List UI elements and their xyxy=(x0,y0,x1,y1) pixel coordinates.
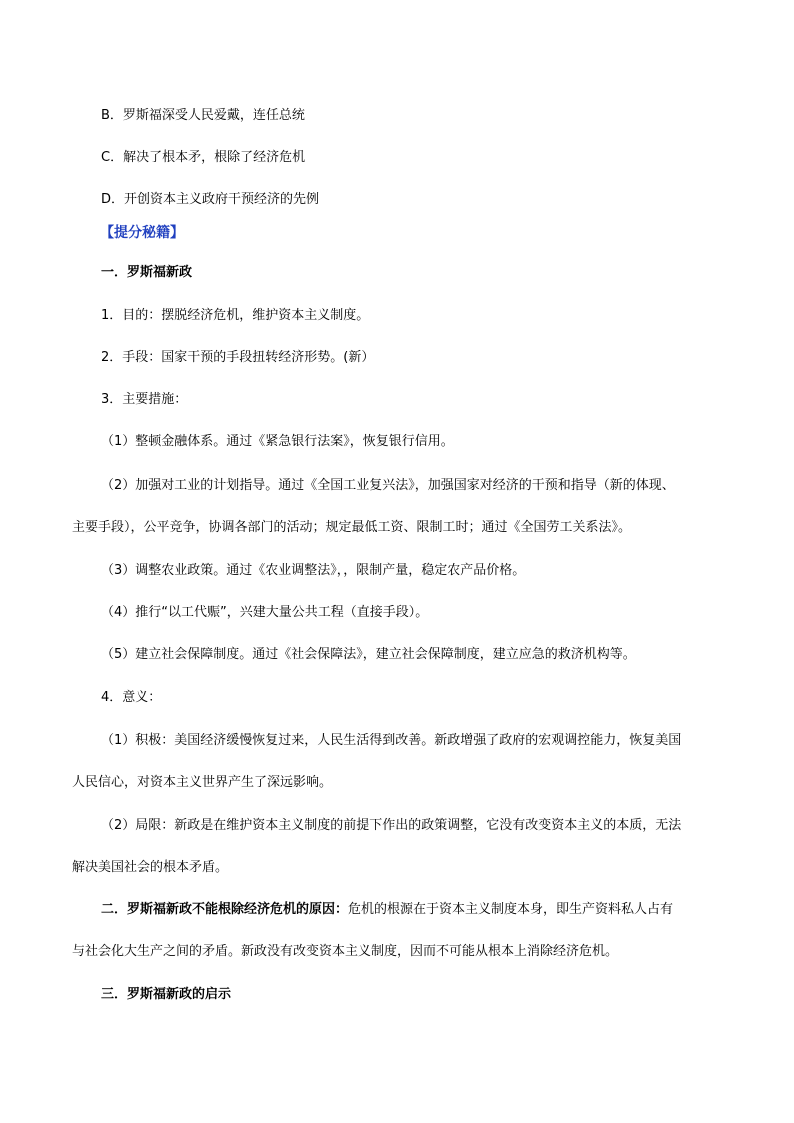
measure-4: （4）推行“以工代赈”，兴建大量公共工程（直接手段）。 xyxy=(101,605,429,620)
part2-line2: 与社会化大生产之间的矛盾。新政没有改变资本主义制度，因而不可能从根本上消除经济危机。 xyxy=(72,944,619,959)
part1-item4: 4．意义： xyxy=(101,690,162,705)
measure-2-line2: 主要手段），公平竞争，协调各部门的活动；规定最低工资、限制工时；通过《全国劳工关系法》。 xyxy=(72,520,632,535)
option-d: D．开创资本主义政府干预经济的先例 xyxy=(101,192,320,207)
part2-line1 xyxy=(101,901,673,919)
option-c: C．解决了根本矛，根除了经济危机 xyxy=(101,150,306,165)
part1-item1: 1．目的：摆脱经济危机，维护资本主义制度。 xyxy=(101,308,370,323)
significance-1-line2: 人民信心，对资本主义世界产生了深远影响。 xyxy=(72,775,333,790)
part1-heading: 一．罗斯福新政 xyxy=(101,265,193,280)
significance-2-line1: （2）局限：新政是在维护资本主义制度的前提下作出的政策调整，它没有改变资本主义的本质，无法 xyxy=(101,818,682,833)
significance-2-line2: 解决美国社会的根本矛盾。 xyxy=(72,860,229,875)
part2-heading: 二．罗斯福新政不能根除经济危机的原因： xyxy=(101,902,349,917)
part2-line1-text: 危机的根源在于资本主义制度本身，即生产资料私人占有 xyxy=(348,902,674,917)
part1-item3: 3．主要措施： xyxy=(101,392,188,407)
section-heading: 【提分秘籍】 xyxy=(100,225,184,241)
measure-3: （3）调整农业政策。通过《农业调整法》，，限制产量，稳定农产品价格。 xyxy=(101,563,526,578)
measure-5: （5）建立社会保障制度。通过《社会保障法》，建立社会保障制度，建立应急的救济机构等。 xyxy=(101,647,636,662)
part3-heading: 三．罗斯福新政的启示 xyxy=(101,987,232,1002)
option-b: B．罗斯福深受人民爱戴，连任总统 xyxy=(101,108,305,123)
part1-item2: 2．手段：国家干预的手段扭转经济形势。(新） xyxy=(101,350,375,365)
measure-1: （1）整顿金融体系。通过《紧急银行法案》，恢复银行信用。 xyxy=(101,434,454,449)
significance-1-line1: （1）积极：美国经济缓慢恢复过来，人民生活得到改善。新政增强了政府的宏观调控能力，恢复美国 xyxy=(101,733,682,748)
measure-2-line1: （2）加强对工业的计划指导。通过《全国工业复兴法》，加强国家对经济的干预和指导（新的体现、 xyxy=(101,478,675,493)
